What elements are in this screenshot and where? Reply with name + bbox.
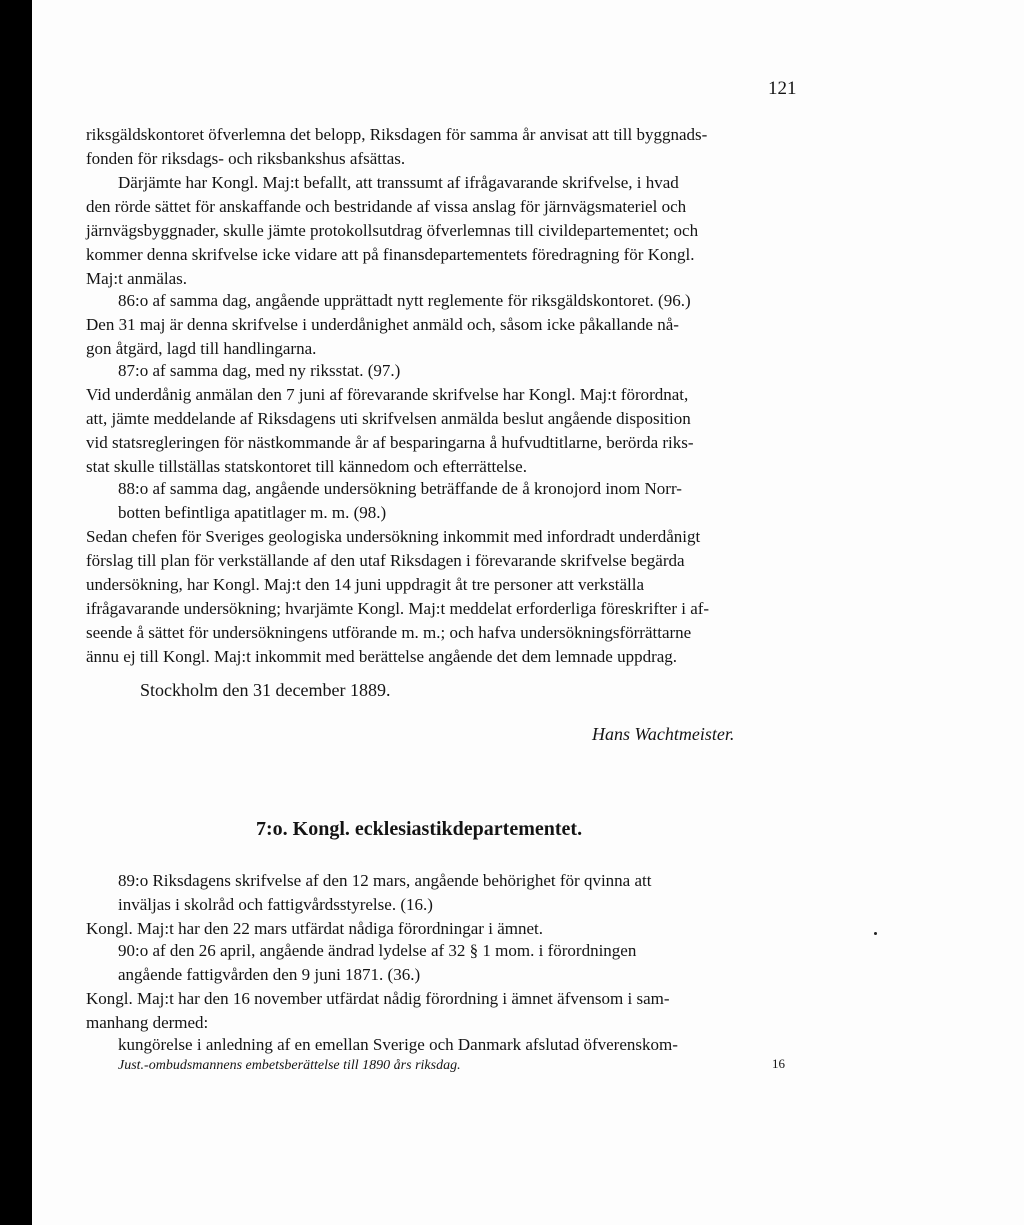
text-line: kommer denna skrifvelse icke vidare att på finansdepartementets föredragning för Kongl. — [86, 245, 695, 264]
text-line: ännu ej till Kongl. Maj:t inkommit med berättelse angående det dem lemnade uppdrag. — [86, 647, 678, 666]
text-line: Den 31 maj är denna skrifvelse i underdånighet anmäld och, såsom icke påkallande nå- — [86, 315, 679, 334]
text-line: Därjämte har Kongl. Maj:t befallt, att transsumt af ifrågavarande skrifvelse, i hvad — [118, 173, 679, 192]
text-line: den rörde sättet för anskaffande och bestridande af vissa anslag för järnvägsmateriel och — [86, 197, 687, 216]
running-footer: Just.-ombudsmannens embetsberättelse till 1890 års riksdag. — [118, 1058, 461, 1073]
section-number: 7:o. — [256, 818, 288, 840]
text-line: riksgäldskontoret öfverlemna det belopp, Riksdagen för samma år anvisat att till byggnads- — [86, 125, 708, 144]
text-line: undersökning, har Kongl. Maj:t den 14 juni uppdragit åt tre personer att verkställa — [86, 575, 645, 594]
text-line: 89:o Riksdagens skrifvelse af den 12 mars, angående behörighet för qvinna att — [118, 871, 652, 890]
text-line: vid statsregleringen för nästkommande år af besparingarna å hufvudtitlarne, berörda riks- — [86, 433, 694, 452]
text-line: Kongl. Maj:t har den 16 november utfärdat nådig förordning i ämnet äfvensom i sam- — [86, 989, 670, 1008]
ink-speck — [874, 932, 877, 935]
page-number: 121 — [768, 78, 797, 99]
text-line: 88:o af samma dag, angående undersökning beträffande de å kronojord inom Norr- — [118, 479, 682, 498]
text-line: 86:o af samma dag, angående upprättadt nytt reglemente för riksgäldskontoret. (96.) — [118, 291, 691, 310]
text-line: Maj:t anmälas. — [86, 269, 188, 288]
text-line: kungörelse i anledning af en emellan Sverige och Danmark afslutad öfverenskom- — [118, 1035, 678, 1054]
text-line: ifrågavarande undersökning; hvarjämte Kongl. Maj:t meddelat erforderliga föreskrifter i af- — [86, 599, 710, 618]
text-line: inväljas i skolråd och fattigvårdsstyrelse. (16.) — [118, 895, 433, 914]
text-line: järnvägsbyggnader, skulle jämte protokollsutdrag öfverlemnas till civildepartementet; och — [86, 221, 699, 240]
section-heading — [256, 818, 582, 841]
text-line: 87:o af samma dag, med ny riksstat. (97.) — [118, 361, 401, 380]
text-line: manhang dermed: — [86, 1013, 209, 1032]
text-line: botten befintliga apatitlager m. m. (98.) — [118, 503, 387, 522]
text-line: seende å sättet för undersökningens utförande m. m.; och hafva undersökningsförrättarne — [86, 623, 692, 642]
text-line: Sedan chefen för Sveriges geologiska undersökning inkommit med infordradt underdånigt — [86, 527, 701, 546]
text-line: Kongl. Maj:t har den 22 mars utfärdat nådiga förordningar i ämnet. — [86, 919, 543, 938]
document-page — [32, 0, 1024, 1225]
text-line: gon åtgärd, lagd till handlingarna. — [86, 339, 317, 358]
section-title: Kongl. ecklesiastikdepartementet. — [292, 818, 583, 840]
text-line: Vid underdånig anmälan den 7 juni af förevarande skrifvelse har Kongl. Maj:t förordnat, — [86, 385, 689, 404]
dateline: Stockholm den 31 december 1889. — [140, 680, 391, 700]
signature-mark: 16 — [772, 1056, 785, 1071]
text-line: angående fattigvården den 9 juni 1871. (36.) — [118, 965, 421, 984]
text-line: att, jämte meddelande af Riksdagens uti skrifvelsen anmälda beslut angående disposition — [86, 409, 691, 428]
text-line: förslag till plan för verkställande af den utaf Riksdagen i förevarande skrifvelse begärda — [86, 551, 685, 570]
text-line: stat skulle tillställas statskontoret till kännedom och efterrättelse. — [86, 457, 527, 476]
signature: Hans Wachtmeister. — [592, 724, 735, 744]
text-line: 90:o af den 26 april, angående ändrad lydelse af 32 § 1 mom. i förordningen — [118, 941, 637, 960]
text-line: fonden för riksdags- och riksbankshus afsättas. — [86, 149, 406, 168]
